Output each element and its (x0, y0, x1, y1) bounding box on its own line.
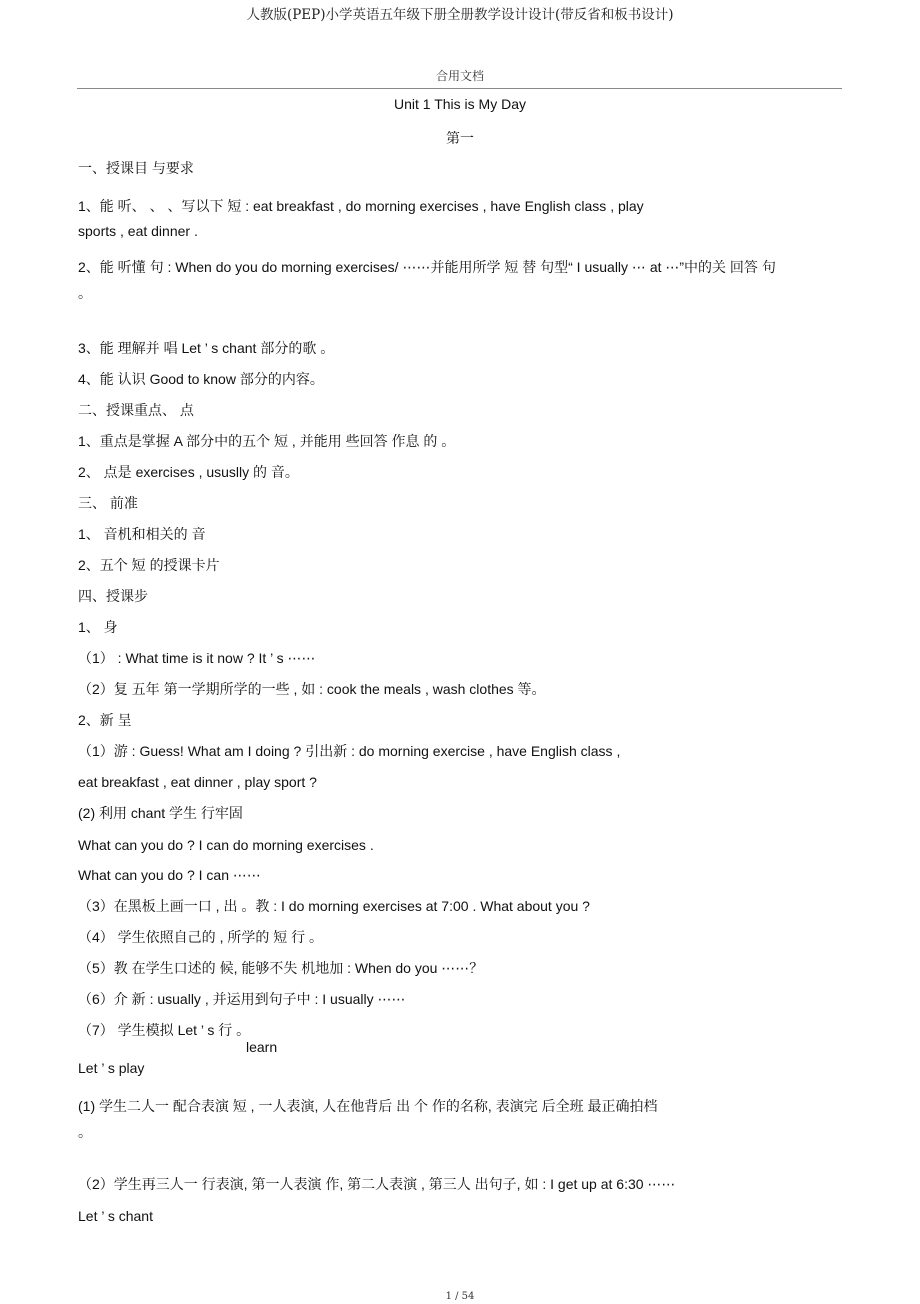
step-2-2: (2) 利用 chant 学生 行牢固 (78, 805, 243, 821)
step-2-3: （3）在黑板上画一口 , 出 。教 : I do morning exercises at 7:00 . What about you ? (78, 898, 590, 914)
dialogue-line-1: What can you do ? I can do morning exercises . (78, 837, 374, 853)
objective-1: 1、能 听、 、 、写以下 短 : eat breakfast , do morning exercises , have English class , play (78, 198, 644, 214)
step-1-2: （2）复 五年 第一学期所学的一些 , 如 : cook the meals , wash clothes 等。 (78, 681, 546, 697)
step-2-1-cont: eat breakfast , eat dinner , play sport ? (78, 774, 317, 790)
section-heading-preparation: 三、 前准 (78, 495, 138, 511)
unit-title: Unit 1 This is My Day (394, 96, 526, 112)
step-2-4: （4） 学生依照自己的 , 所学的 短 行 。 (78, 929, 324, 945)
play-activity-1: (1) 学生二人一 配合表演 短 , 一人表演, 人在他背后 出 个 作的名称, 表演完 后全班 最正确拍档 (78, 1098, 658, 1114)
step-2-heading: 2、新 呈 (78, 712, 132, 728)
step-2-5: （5）教 在学生口述的 候, 能够不失 机地加 : When do you ⋯⋯？ (78, 960, 484, 976)
objective-4: 4、能 认识 Good to know 部分的内容。 (78, 371, 324, 387)
header-rule (77, 88, 842, 89)
objective-2: 2、能 听懂 句 : When do you do morning exercises/ ⋯⋯并能用所学 短 替 句型“ I usually ⋯ at ⋯”中的关 回答 句 (78, 259, 776, 275)
step-1-heading: 1、 身 (78, 619, 118, 635)
subheading-lets-chant: Let ’ s chant (78, 1208, 153, 1224)
section-heading-key-points: 二、授课重点、 点 (78, 402, 194, 418)
step-2-1: （1）游 : Guess! What am I doing ? 引出新 : do morning exercise , have English class , (78, 743, 621, 759)
preparation-1: 1、 音机和相关的 音 (78, 526, 206, 542)
section-heading-steps: 四、授课步 (78, 588, 148, 604)
step-2-7-learn: learn (246, 1039, 278, 1055)
document-title: 人教版(PEP)小学英语五年级下册全册教学设计设计(带反省和板书设计) (246, 7, 674, 23)
key-point-1: 1、重点是掌握 A 部分中的五个 短 , 并能用 些回答 作息 的 。 (78, 433, 456, 449)
section-heading-objectives: 一、授课目 与要求 (78, 160, 194, 176)
objective-3: 3、能 理解并 唱 Let ’ s chant 部分的歌 。 (78, 340, 335, 356)
lesson-heading: 第一 (446, 130, 474, 146)
header-note: 合用文档 (435, 69, 484, 83)
play-activity-1-cont: 。 (78, 1124, 92, 1140)
objective-1-cont: sports , eat dinner . (78, 223, 198, 239)
step-2-7: （7） 学生模拟 Let ’ s 行 。 (78, 1022, 251, 1038)
play-activity-2: （2）学生再三人一 行表演, 第一人表演 作, 第二人表演 , 第三人 出句子, 如 : I get up at 6:30 ⋯⋯ (78, 1176, 676, 1192)
step-1-1: （1） : What time is it now ? It ’ s ⋯⋯ (78, 650, 316, 666)
key-point-2: 2、 点是 exercises , ususlly 的 音。 (78, 464, 299, 480)
dialogue-line-2: What can you do ? I can ⋯⋯ (78, 867, 261, 883)
objective-2-cont: 。 (78, 285, 92, 301)
page-number: 1 / 54 (445, 1291, 475, 1302)
step-2-6: （6）介 新 : usually , 并运用到句子中 : I usually ⋯⋯ (78, 991, 406, 1007)
preparation-2: 2、五个 短 的授课卡片 (78, 557, 220, 573)
subheading-lets-play: Let ’ s play (78, 1060, 145, 1076)
